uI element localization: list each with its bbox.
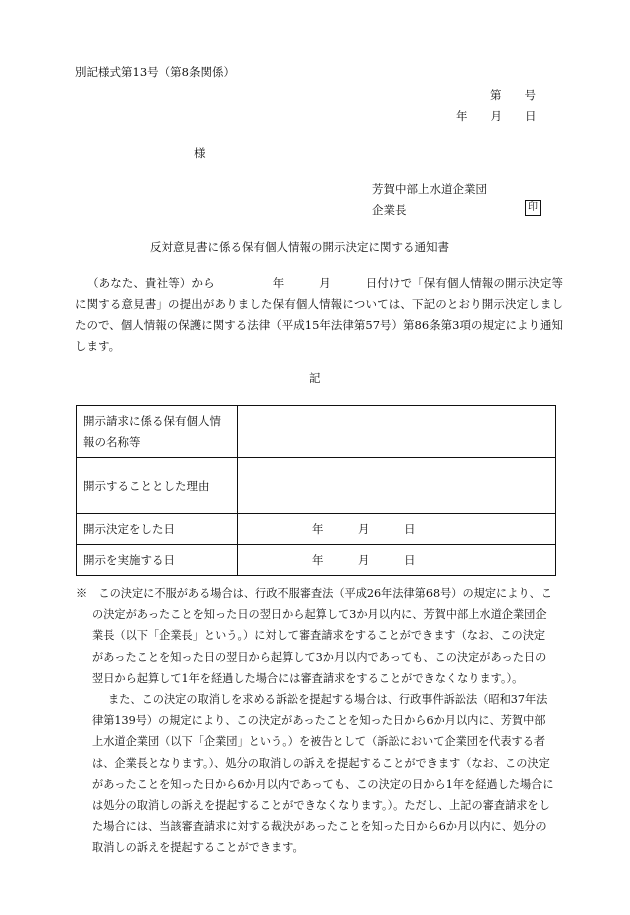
- row-label: 開示することとした理由: [77, 458, 238, 514]
- document-date: 年 月 日: [456, 109, 537, 123]
- seal-mark: 印: [525, 200, 541, 216]
- sender-title: 企業長: [372, 203, 407, 217]
- body-paragraph: （あなた、貴社等）から 年 月 日付けで「保有個人情報の開示決定等に関する意見書」の提出がありました保有個人情報については、下記のとおり開示決定しましたので、個人情報の保護に関する法律（平成15年法律第57号）第86条第3項の規定により通知します。: [75, 276, 563, 353]
- row-label: 開示決定をした日: [77, 514, 238, 545]
- table-row: [77, 458, 556, 514]
- row-label: 開示を実施する日: [77, 545, 238, 576]
- document-title: 反対意見書に係る保有個人情報の開示決定に関する通知書: [150, 240, 449, 254]
- form-label: 別記様式第13号（第8条関係）: [75, 65, 235, 79]
- document-number: 第 号: [490, 88, 536, 102]
- addressee-suffix: 様: [194, 146, 206, 160]
- record-table: [76, 405, 556, 576]
- row-label: 開示請求に係る保有個人情報の名称等: [77, 406, 238, 458]
- note-lawsuit: また、この決定の取消しを求める訴訟を提起する場合は、行政事件訴訟法（昭和37年法律第139号）の規定により、この決定があったことを知った日から6か月以内に、芳賀中部上水道企業団（以下「企業団」という。）を被告として（訴訟において企業団を代表する者は、企業長となります。）、処分の取消しの訴えを提起することができます（なお、この決定があったことを知った日から6か月以内であっても、この決定の日から1年を経過した場合には処分の取消しの訴えを提起することができなくなります。）。ただし、上記の審査請求をした場合には、当該審査請求に対する裁決があったことを知った日から6か月以内に、処分の取消しの訴えを提起することができます。: [92, 693, 554, 855]
- notes: [76, 583, 556, 859]
- table-row: [77, 545, 556, 576]
- note-appeal: ※ この決定に不服がある場合は、行政不服審査法（平成26年法律第68号）の規定により、この決定があったことを知った日の翌日から起算して3か月以内に、芳賀中部上水道企業団企業長（以下「企業長」という。）に対して審査請求をすることができます（なお、この決定があったことを知った日の翌日から起算して3か月以内であっても、この決定があった日の翌日から起算して1年を経過した場合には審査請求をすることができなくなります。）。: [76, 587, 552, 685]
- row-value: [238, 458, 556, 514]
- ki-heading: 記: [309, 371, 321, 385]
- table-row: [77, 406, 556, 458]
- row-value: 年 月 日: [238, 545, 556, 576]
- sender-organization: 芳賀中部上水道企業団: [372, 182, 487, 196]
- table-row: [77, 514, 556, 545]
- row-value: [238, 406, 556, 458]
- row-value: 年 月 日: [238, 514, 556, 545]
